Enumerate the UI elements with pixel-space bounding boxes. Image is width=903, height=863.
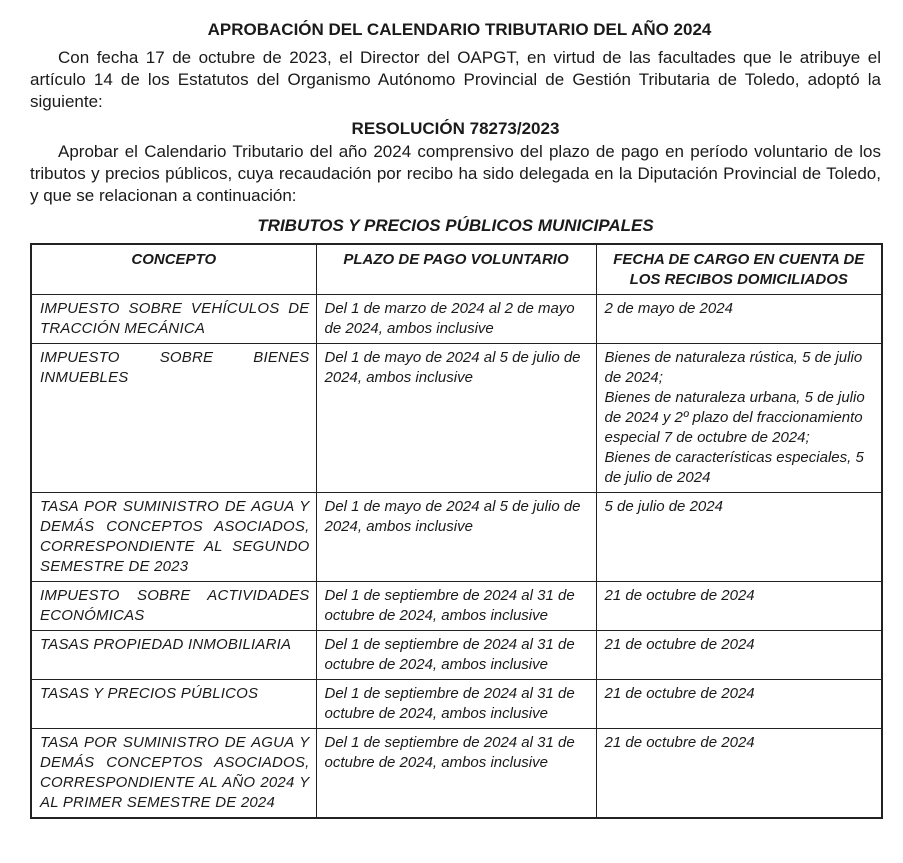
cell-fecha <box>596 344 882 493</box>
tax-calendar-table <box>30 243 883 819</box>
resolution-paragraph: Aprobar el Calendario Tributario del año 2024 comprensivo del plazo de pago en período voluntario de los tributos y precios públicos, cuya recaudación por recibo ha sido delegada en la Diputación Provincial de Toledo, y que se relacionan a continuación: <box>30 142 881 205</box>
cell-plazo: Del 1 de mayo de 2024 al 5 de julio de 2024, ambos inclusive <box>316 493 596 582</box>
document-page <box>30 18 881 819</box>
cell-fecha <box>596 493 882 582</box>
fecha-line: Bienes de características especiales, 5 de julio de 2024 <box>604 449 864 486</box>
fecha-line: Bienes de naturaleza rústica, 5 de julio de 2024; <box>604 349 863 386</box>
cell-fecha <box>596 729 882 819</box>
cell-plazo: Del 1 de septiembre de 2024 al 31 de octubre de 2024, ambos inclusive <box>316 729 596 819</box>
fecha-line: 21 de octubre de 2024 <box>604 636 755 653</box>
cell-concepto: IMPUESTO SOBRE BIENES INMUEBLES <box>31 344 316 493</box>
cell-fecha <box>596 582 882 631</box>
fecha-line: Bienes de naturaleza urbana, 5 de julio de 2024 y 2º plazo del fraccionamiento especial 7 de octubre de 2024; <box>604 389 865 446</box>
cell-concepto: IMPUESTO SOBRE ACTIVIDADES ECONÓMICAS <box>31 582 316 631</box>
resolution-heading: RESOLUCIÓN 78273/2023 <box>351 119 560 138</box>
table-row <box>31 680 882 729</box>
table-title: TRIBUTOS Y PRECIOS PÚBLICOS MUNICIPALES <box>257 216 654 235</box>
table-row <box>31 729 882 819</box>
cell-fecha <box>596 680 882 729</box>
cell-plazo: Del 1 de septiembre de 2024 al 31 de octubre de 2024, ambos inclusive <box>316 680 596 729</box>
table-row <box>31 631 882 680</box>
fecha-line: 5 de julio de 2024 <box>604 498 723 515</box>
fecha-line: 2 de mayo de 2024 <box>604 300 733 317</box>
cell-plazo: Del 1 de mayo de 2024 al 5 de julio de 2024, ambos inclusive <box>316 344 596 493</box>
cell-concepto: TASA POR SUMINISTRO DE AGUA Y DEMÁS CONCEPTOS ASOCIADOS, CORRESPONDIENTE AL AÑO 2024 Y AL PRIMER SEMESTRE DE 2024 <box>31 729 316 819</box>
cell-concepto: TASAS Y PRECIOS PÚBLICOS <box>31 680 316 729</box>
cell-plazo: Del 1 de septiembre de 2024 al 31 de octubre de 2024, ambos inclusive <box>316 582 596 631</box>
table-row <box>31 582 882 631</box>
cell-concepto: IMPUESTO SOBRE VEHÍCULOS DE TRACCIÓN MECÁNICA <box>31 295 316 344</box>
cell-concepto: TASA POR SUMINISTRO DE AGUA Y DEMÁS CONCEPTOS ASOCIADOS, CORRESPONDIENTE AL SEGUNDO SEMESTRE DE 2023 <box>31 493 316 582</box>
cell-plazo: Del 1 de marzo de 2024 al 2 de mayo de 2024, ambos inclusive <box>316 295 596 344</box>
cell-plazo: Del 1 de septiembre de 2024 al 31 de octubre de 2024, ambos inclusive <box>316 631 596 680</box>
fecha-line: 21 de octubre de 2024 <box>604 734 755 751</box>
cell-fecha <box>596 631 882 680</box>
document-title: APROBACIÓN DEL CALENDARIO TRIBUTARIO DEL AÑO 2024 <box>207 20 712 39</box>
intro-paragraph: Con fecha 17 de octubre de 2023, el Director del OAPGT, en virtud de las facultades que le atribuye el artículo 14 de los Estatutos del Organismo Autónomo Provincial de Gestión Tributaria de Toledo, adoptó la siguiente: <box>30 48 881 111</box>
header-plazo: PLAZO DE PAGO VOLUNTARIO <box>316 244 596 295</box>
fecha-line: 21 de octubre de 2024 <box>604 587 755 604</box>
fecha-line: 21 de octubre de 2024 <box>604 685 755 702</box>
header-fecha-cargo: FECHA DE CARGO EN CUENTA DE LOS RECIBOS DOMICILIADOS <box>596 244 882 295</box>
table-header-row <box>31 244 882 295</box>
table-row <box>31 493 882 582</box>
table-row <box>31 295 882 344</box>
header-concepto: CONCEPTO <box>31 244 316 295</box>
cell-concepto: TASAS PROPIEDAD INMOBILIARIA <box>31 631 316 680</box>
cell-fecha <box>596 295 882 344</box>
table-row <box>31 344 882 493</box>
